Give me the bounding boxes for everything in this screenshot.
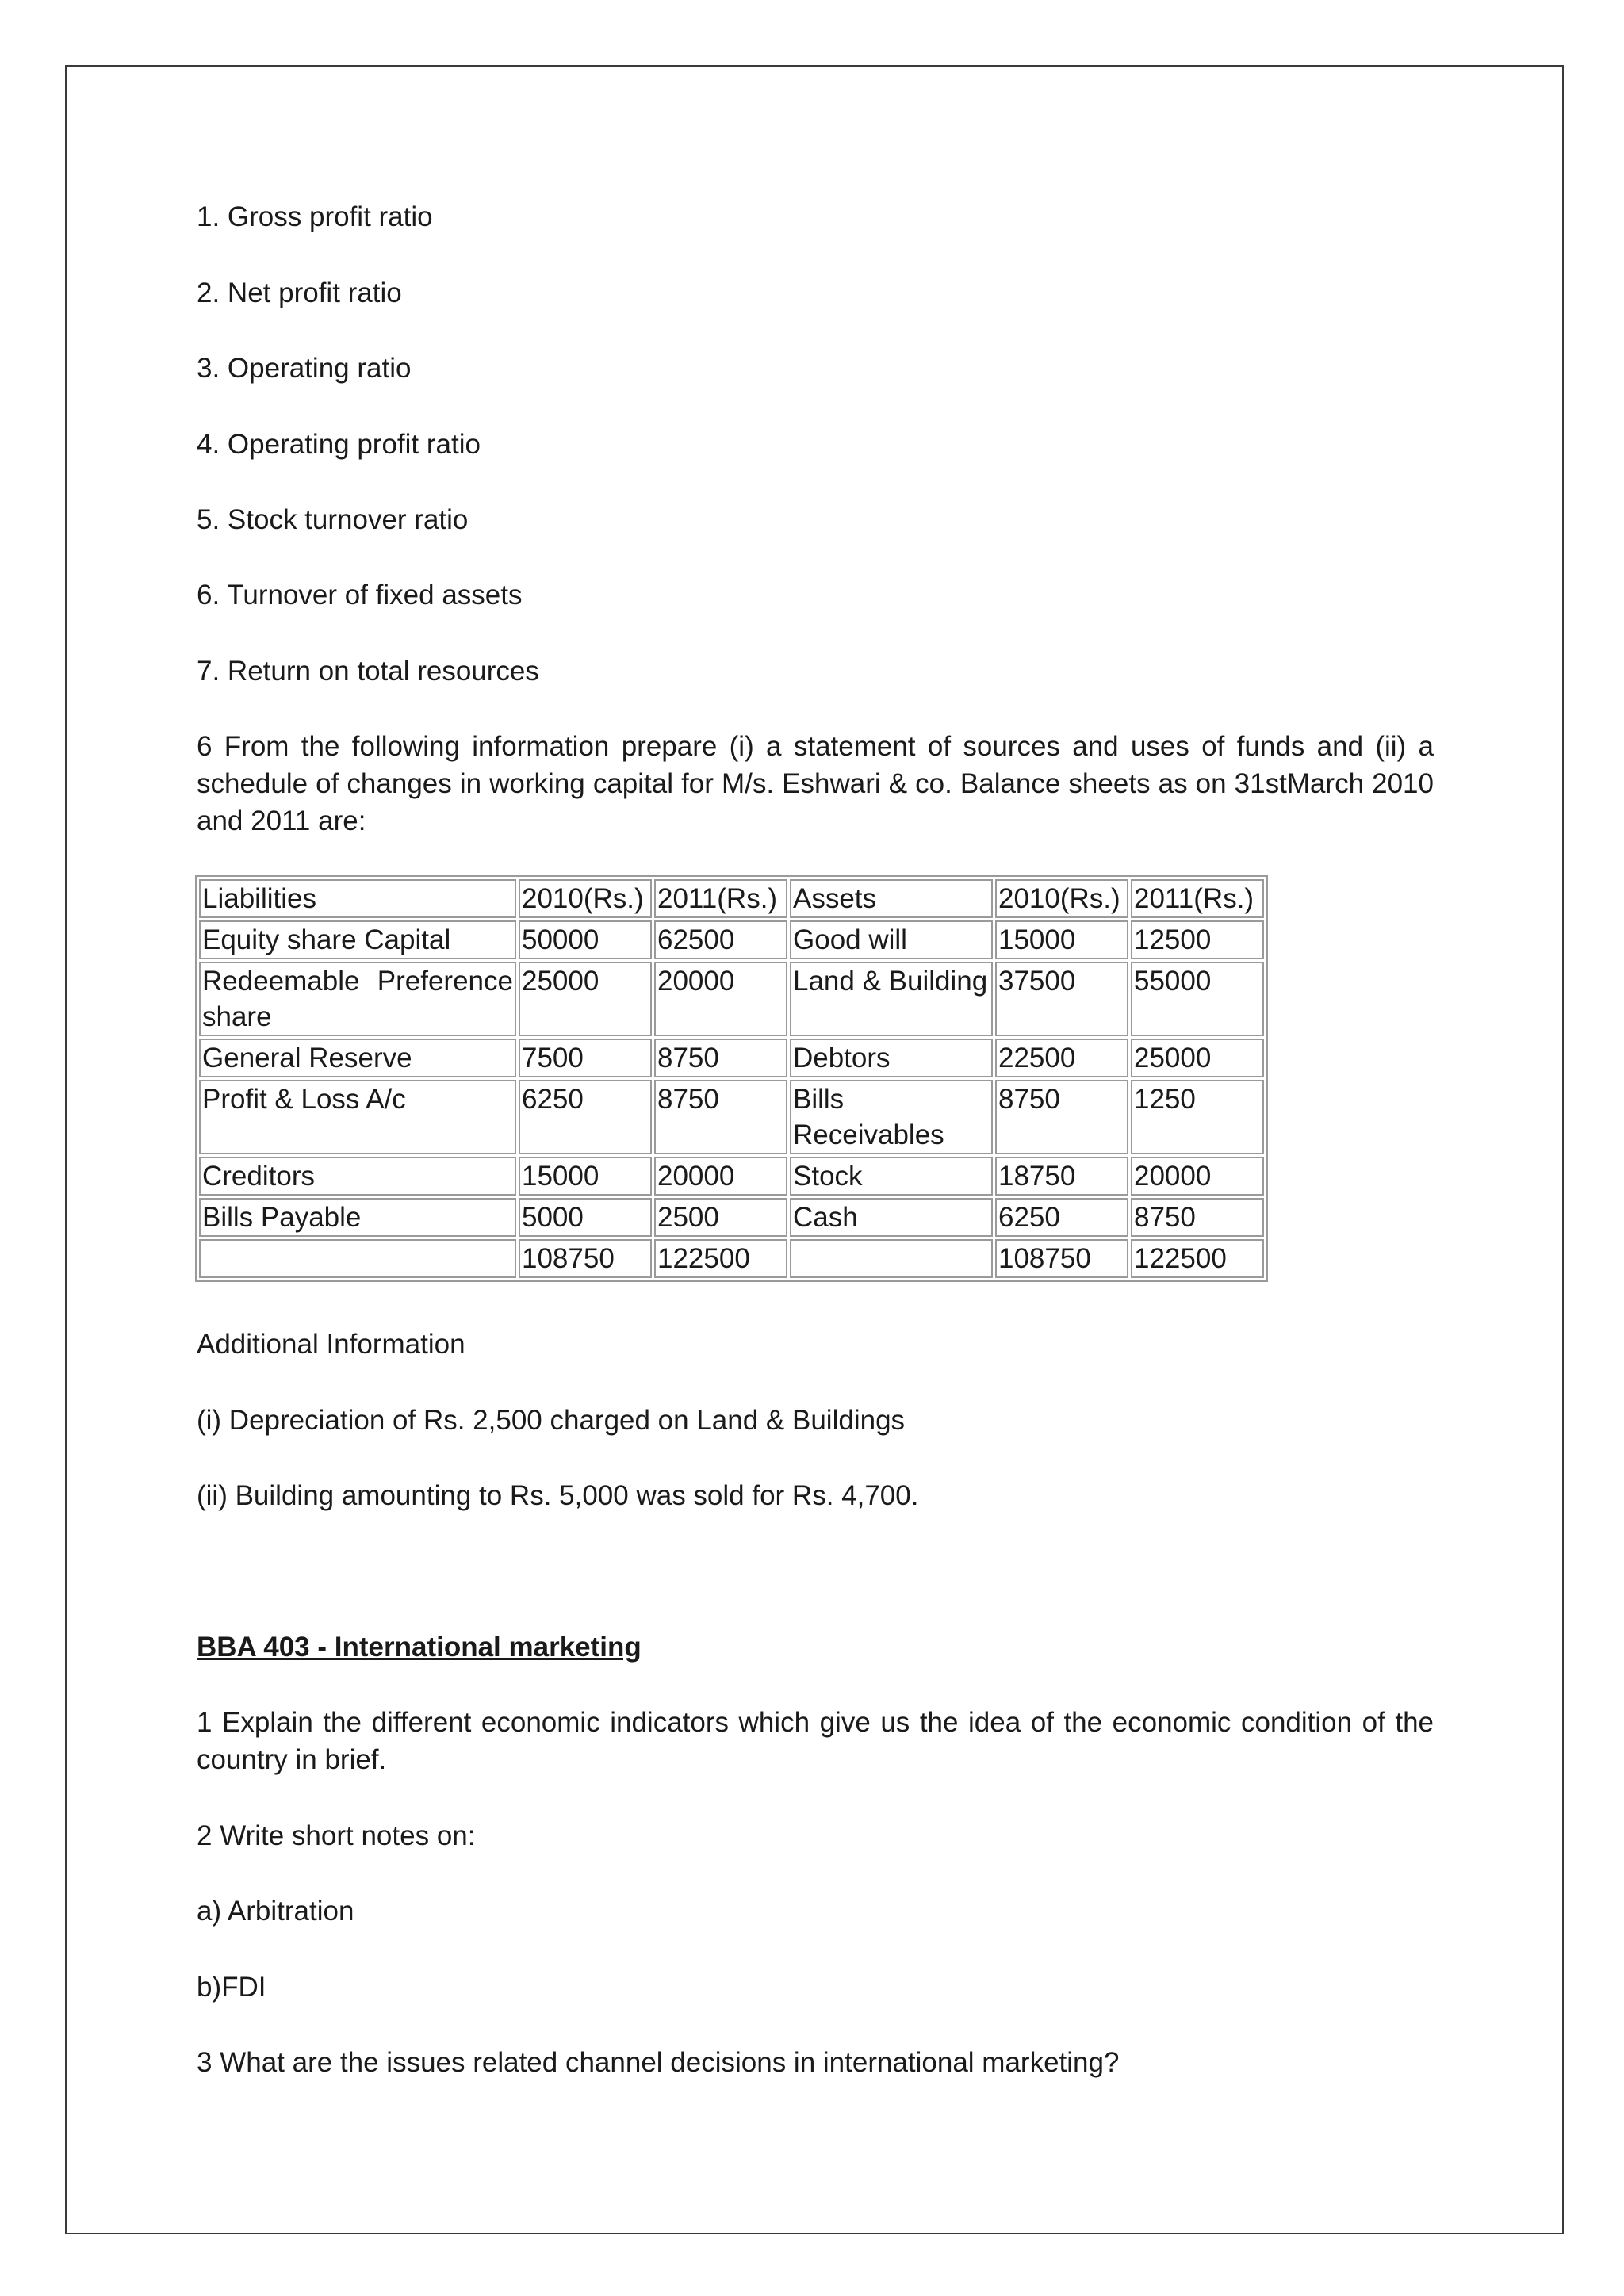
section-question-3: 3 What are the issues related channel decisions in international marketing?: [197, 2047, 1120, 2078]
table-cell: 15000: [519, 1157, 652, 1196]
table-cell: Profit & Loss A/c: [199, 1080, 516, 1154]
table-cell: 8750: [1131, 1198, 1264, 1237]
table-cell: 8750: [995, 1080, 1128, 1154]
table-cell-text: Redeemable Preference share: [202, 966, 513, 1032]
table-cell: 122500: [654, 1239, 787, 1278]
table-cell: Debtors: [790, 1039, 993, 1077]
table-cell: 62500: [654, 920, 787, 959]
table-cell: 5000: [519, 1198, 652, 1237]
table-row: [199, 1157, 1264, 1196]
table-cell: 18750: [995, 1157, 1128, 1196]
table-header-cell: 2011(Rs.): [654, 879, 787, 918]
table-total-row: [199, 1239, 1264, 1278]
table-cell: 25000: [1131, 1039, 1264, 1077]
table-header-cell: Liabilities: [199, 879, 516, 918]
table-row: [199, 962, 1264, 1036]
table-cell: [790, 1239, 993, 1278]
list-item: 5. Stock turnover ratio: [197, 504, 469, 535]
list-item: 4. Operating profit ratio: [197, 429, 481, 460]
table-cell: 7500: [519, 1039, 652, 1077]
table-cell: 8750: [654, 1039, 787, 1077]
table-cell: [199, 1239, 516, 1278]
table-cell: 50000: [519, 920, 652, 959]
section-question-2a: a) Arbitration: [197, 1896, 354, 1927]
table-cell: 20000: [1131, 1157, 1264, 1196]
table-cell: Bills Payable: [199, 1198, 516, 1237]
table-row: [199, 1080, 1264, 1154]
table-header-cell: 2010(Rs.): [995, 879, 1128, 918]
additional-info-item: (i) Depreciation of Rs. 2,500 charged on Land & Buildings: [197, 1405, 906, 1436]
section-question-1: 1 Explain the different economic indicators which give us the idea of the economic condition of the country in brief.: [197, 1707, 1434, 1775]
table-header-cell: 2010(Rs.): [519, 879, 652, 918]
table-cell: 108750: [519, 1239, 652, 1278]
table-cell: 12500: [1131, 920, 1264, 959]
section-question-2: 2 Write short notes on:: [197, 1820, 476, 1851]
table-cell: 2500: [654, 1198, 787, 1237]
section-question-2b: b)FDI: [197, 1972, 266, 2003]
table-row: [199, 920, 1264, 959]
balance-sheet-table: [195, 875, 1268, 1282]
additional-info-item: (ii) Building amounting to Rs. 5,000 was sold for Rs. 4,700.: [197, 1480, 919, 1511]
table-cell: Stock: [790, 1157, 993, 1196]
table-cell: Cash: [790, 1198, 993, 1237]
table-cell: Land & Building: [790, 962, 993, 1036]
table-cell: Bills Receivables: [790, 1080, 993, 1154]
table-row: [199, 1039, 1264, 1077]
list-item: 6. Turnover of fixed assets: [197, 580, 523, 610]
table-cell: 22500: [995, 1039, 1128, 1077]
table-cell: 25000: [519, 962, 652, 1036]
table-header-cell: Assets: [790, 879, 993, 918]
table-cell: 15000: [995, 920, 1128, 959]
table-cell: 6250: [995, 1198, 1128, 1237]
list-item: 7. Return on total resources: [197, 656, 539, 687]
question-6: 6 From the following information prepare (i) a statement of sources and uses of funds and (ii) a schedule of changes in working capital for M/s. Eshwari & co. Balance sheets as on 31stMarch 2010 and 2011 are:: [197, 731, 1434, 836]
table-header-cell: 2011(Rs.): [1131, 879, 1264, 918]
table-cell: 20000: [654, 1157, 787, 1196]
table-cell: 6250: [519, 1080, 652, 1154]
table-cell: 108750: [995, 1239, 1128, 1278]
table-cell: 1250: [1131, 1080, 1264, 1154]
table-cell: 55000: [1131, 962, 1264, 1036]
table-header-row: [199, 879, 1264, 918]
additional-info-heading: Additional Information: [197, 1329, 465, 1360]
list-item: 1. Gross profit ratio: [197, 201, 433, 232]
list-item: 2. Net profit ratio: [197, 277, 402, 308]
table-cell: General Reserve: [199, 1039, 516, 1077]
table-cell: Good will: [790, 920, 993, 959]
table-cell: 8750: [654, 1080, 787, 1154]
table-cell: 122500: [1131, 1239, 1264, 1278]
section-heading: BBA 403 - International marketing: [197, 1632, 642, 1663]
table-cell: 37500: [995, 962, 1128, 1036]
table-row: [199, 1198, 1264, 1237]
table-cell: Equity share Capital: [199, 920, 516, 959]
table-cell: Creditors: [199, 1157, 516, 1196]
table-cell: [199, 962, 516, 1036]
list-item: 3. Operating ratio: [197, 353, 412, 384]
table-cell: 20000: [654, 962, 787, 1036]
